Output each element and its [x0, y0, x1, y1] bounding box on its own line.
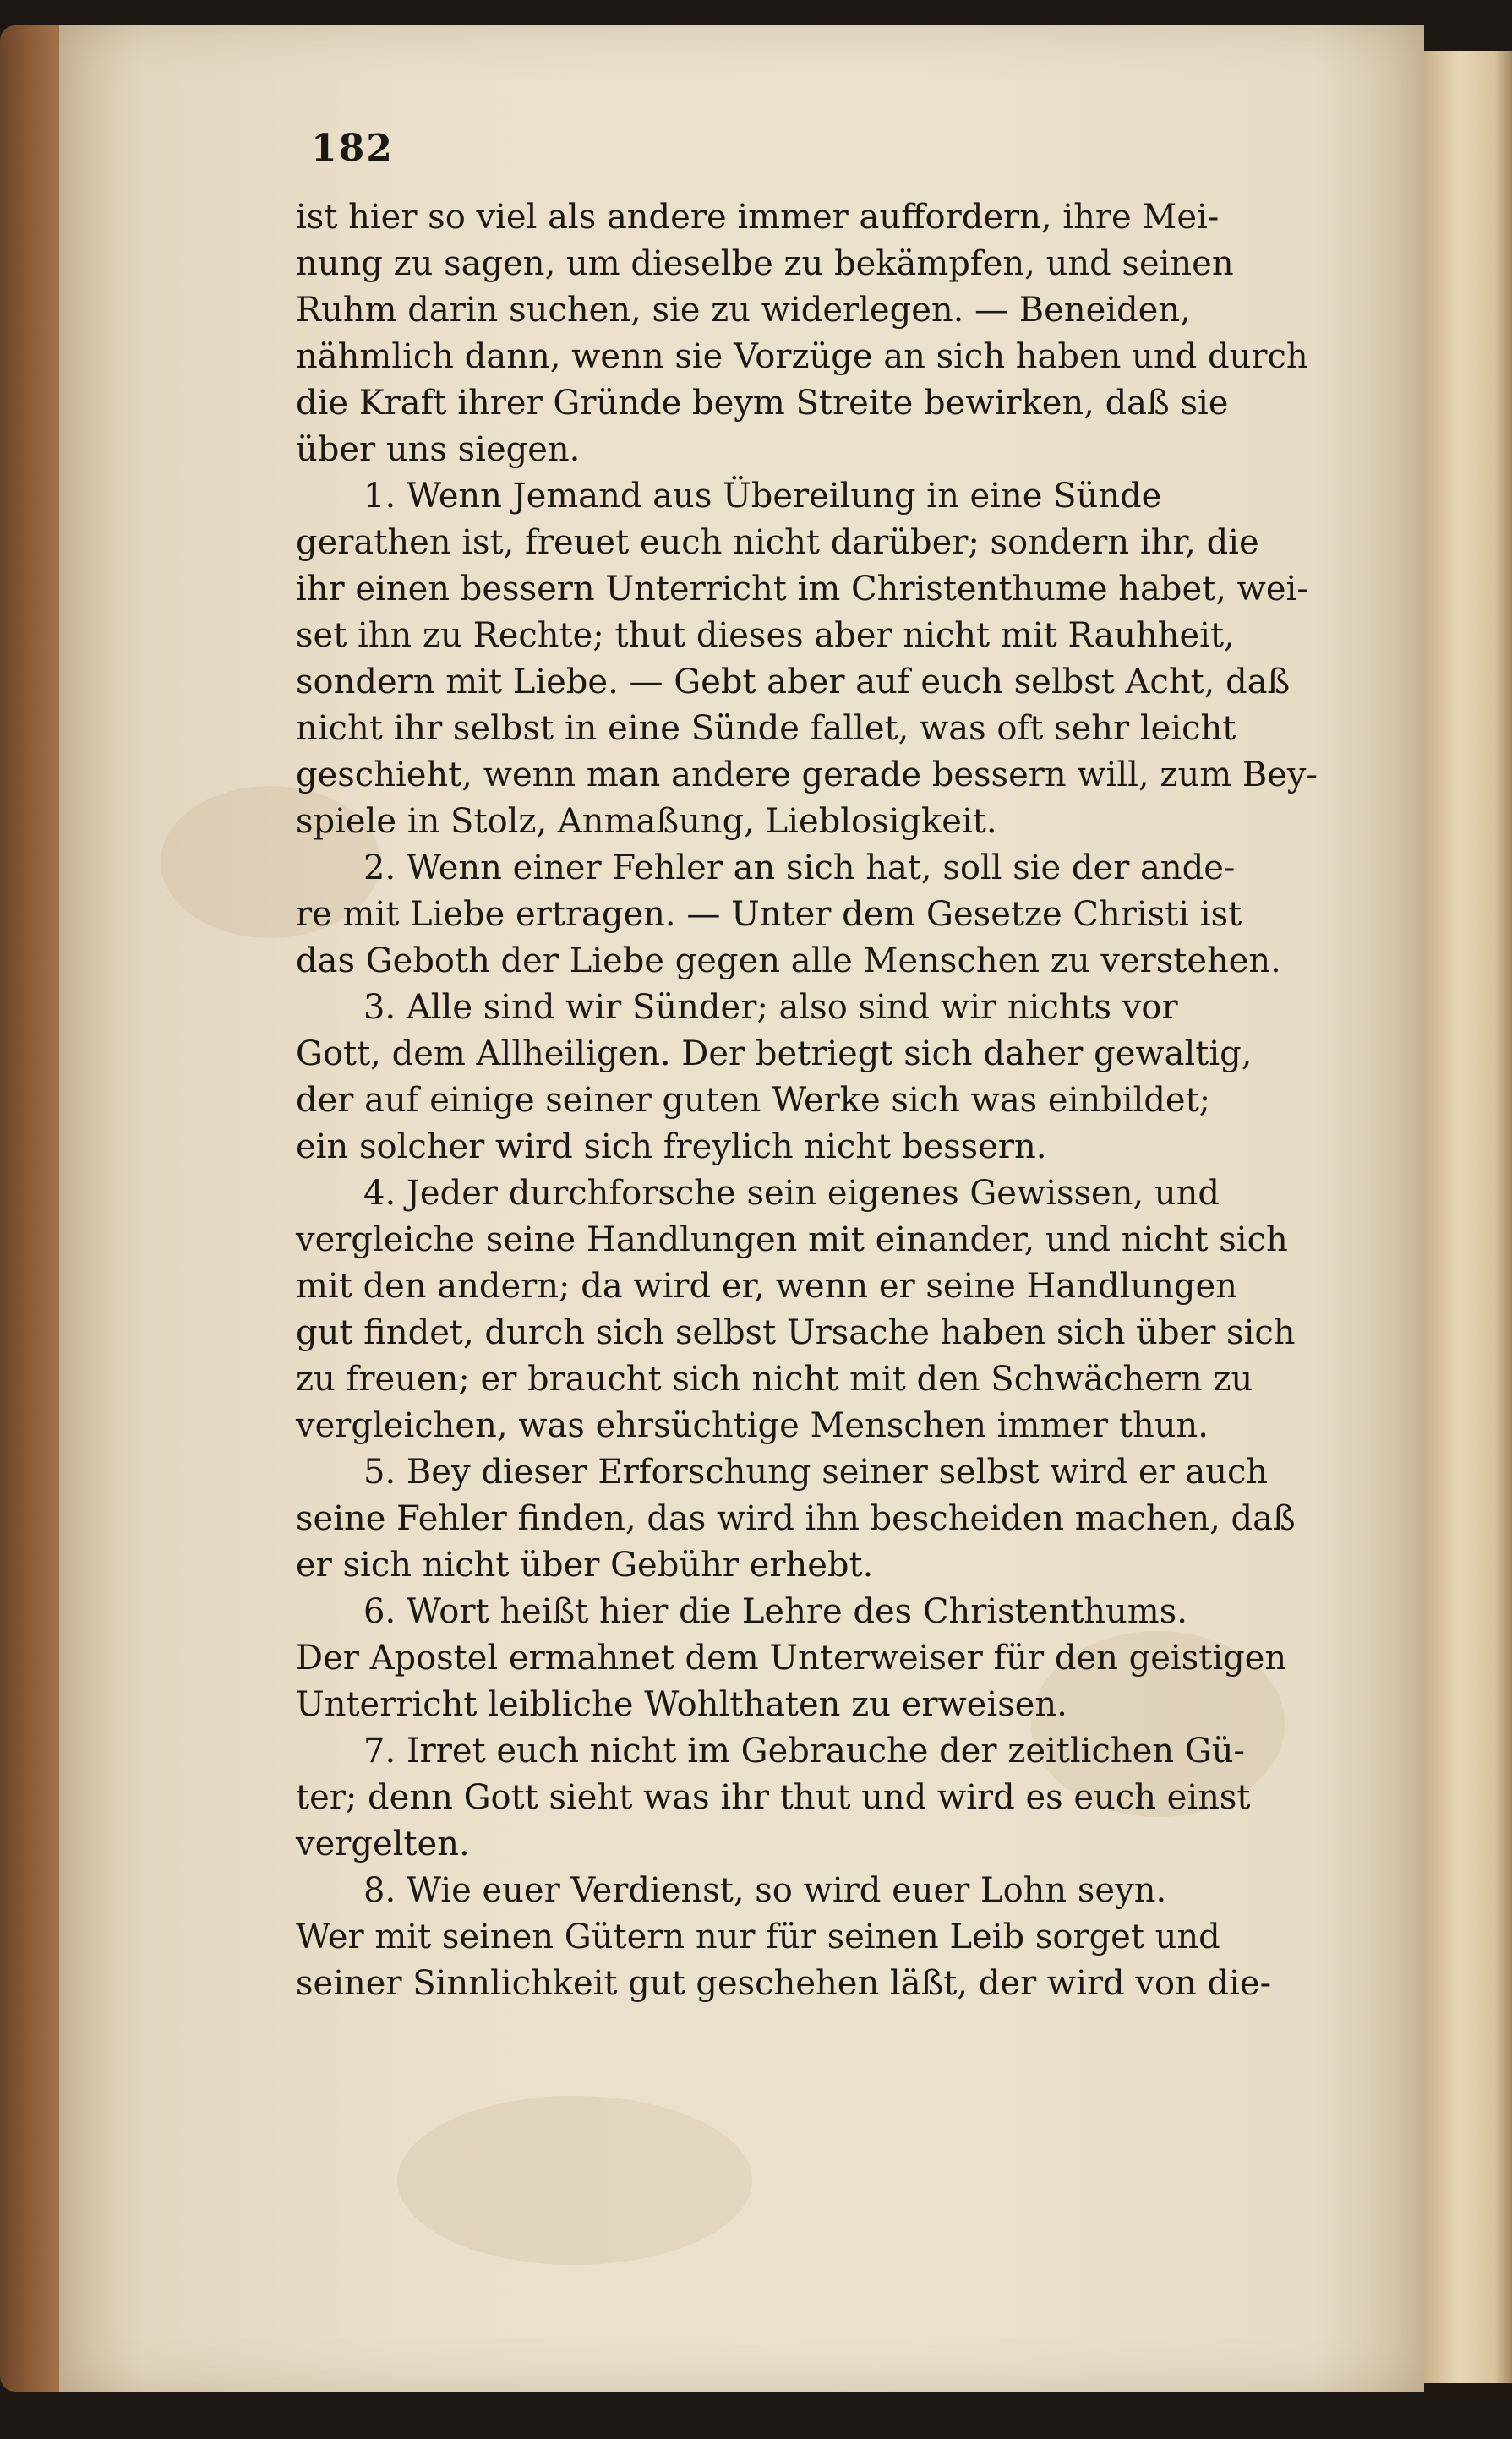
text-line: Wer mit seinen Gütern nur für seinen Leib sorget und — [296, 1918, 1220, 1956]
text-line: vergleiche seine Handlungen mit einander, und nicht sich — [296, 1220, 1288, 1259]
text-line: 2. Wenn einer Fehler an sich hat, soll sie der ande- — [363, 848, 1236, 887]
text-line: er sich nicht über Gebühr erhebt. — [296, 1546, 874, 1585]
text-line: nähmlich dann, wenn sie Vorzüge an sich haben und durch — [296, 337, 1308, 376]
text-line: vergleichen, was ehrsüchtige Menschen immer thun. — [296, 1406, 1209, 1445]
text-line: das Geboth der Liebe gegen alle Menschen zu verstehen. — [296, 941, 1281, 980]
text-line: gut findet, durch sich selbst Ursache haben sich über sich — [296, 1313, 1296, 1352]
text-line: seine Fehler finden, das wird ihn bescheiden machen, daß — [296, 1499, 1296, 1538]
text-line: ein solcher wird sich freylich nicht bessern. — [296, 1127, 1047, 1166]
text-line: ter; denn Gott sieht was ihr thut und wird es euch einst — [296, 1778, 1251, 1817]
text-line: ist hier so viel als andere immer auffordern, ihre Mei- — [296, 198, 1220, 237]
text-line: 4. Jeder durchforsche sein eigenes Gewissen, und — [363, 1174, 1220, 1213]
text-line: die Kraft ihrer Gründe beym Streite bewirken, daß sie — [296, 384, 1229, 423]
text-line: mit den andern; da wird er, wenn er seine Handlungen — [296, 1267, 1237, 1306]
text-line: der auf einige seiner guten Werke sich was einbildet; — [296, 1081, 1211, 1120]
text-line: 1. Wenn Jemand aus Übereilung in eine Sünde — [363, 477, 1162, 516]
text-line: Ruhm darin suchen, sie zu widerlegen. — Beneiden, — [296, 291, 1191, 330]
text-line: sondern mit Liebe. — Gebt aber auf euch selbst Acht, daß — [296, 663, 1291, 701]
page-number: 182 — [311, 127, 394, 170]
text-line: 3. Alle sind wir Sünder; also sind wir nichts vor — [363, 988, 1178, 1027]
text-line: seiner Sinnlichkeit gut geschehen läßt, der wird von die- — [296, 1964, 1272, 2003]
paper-stain — [397, 2096, 752, 2265]
text-line: 5. Bey dieser Erforschung seiner selbst wird er auch — [363, 1453, 1269, 1492]
text-line: vergelten. — [296, 1825, 470, 1863]
text-line: zu freuen; er braucht sich nicht mit den Schwächern zu — [296, 1360, 1253, 1399]
text-line: 8. Wie euer Verdienst, so wird euer Lohn seyn. — [363, 1871, 1167, 1910]
page-stack-edge — [1424, 51, 1512, 2383]
body-text — [296, 194, 1361, 2007]
text-line: nicht ihr selbst in eine Sünde fallet, was oft sehr leicht — [296, 709, 1236, 748]
text-line: ihr einen bessern Unterricht im Christenthume habet, wei- — [296, 570, 1308, 608]
text-line: re mit Liebe ertragen. — Unter dem Gesetze Christi ist — [296, 895, 1242, 934]
text-line: gerathen ist, freuet euch nicht darüber; sondern ihr, die — [296, 523, 1259, 562]
text-line: Gott, dem Allheiligen. Der betriegt sich daher gewaltig, — [296, 1034, 1253, 1073]
text-line: nung zu sagen, um dieselbe zu bekämpfen, und seinen — [296, 244, 1234, 283]
text-line: Der Apostel ermahnet dem Unterweiser für den geistigen — [296, 1639, 1287, 1678]
text-line: über uns siegen. — [296, 430, 581, 469]
text-line: geschieht, wenn man andere gerade bessern will, zum Bey- — [296, 756, 1318, 794]
text-line: set ihn zu Rechte; thut dieses aber nicht mit Rauhheit, — [296, 616, 1235, 655]
text-line: 7. Irret euch nicht im Gebrauche der zeitlichen Gü- — [363, 1732, 1246, 1771]
text-line: spiele in Stolz, Anmaßung, Lieblosigkeit. — [296, 802, 997, 841]
text-line: 6. Wort heißt hier die Lehre des Christenthums. — [363, 1592, 1187, 1631]
text-line: Unterricht leibliche Wohlthaten zu erweisen. — [296, 1685, 1067, 1724]
